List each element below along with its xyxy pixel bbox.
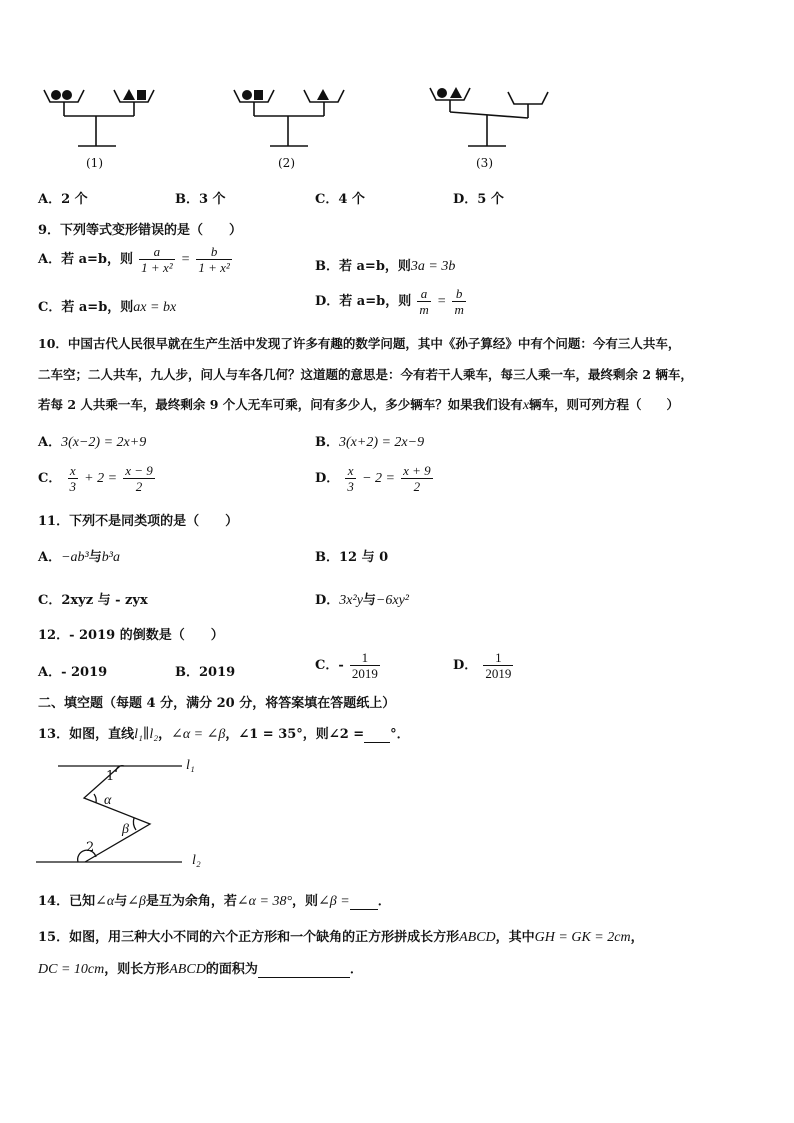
answer-blank[interactable] [364,727,390,743]
q12-option-a: A．- 2019 [38,665,108,680]
q10-line-2: 二车空；二人共车，九人步，问人与车各几何？这道题的意思是：今有若干人乘车，每三人乘一车，最终剩余 2 辆车， [38,367,693,382]
square-icon [254,90,263,100]
label-angle-2: 2 [86,840,95,855]
q11-option-a: A．−ab³与b³a [38,550,120,565]
fraction: $\frac{1}{2019}$ [485,650,512,681]
fraction: $\frac{x + 9}{2}$ [403,463,431,494]
answer-blank[interactable] [258,962,350,978]
fraction: $\frac{b}{\text{1 + x²}}$ [198,244,230,275]
q10-line-3: 若每 2 人共乘一车，最终剩余 9 个人无车可乘，问有多少人，多少辆车？如果我们设有x辆车，则可列方程（ ） [38,397,680,413]
label-l1: l₁ [186,758,195,773]
q9-option-d: D．若 a=b，则 $\frac{a}{m}$ = $\frac{b}{m}$ [315,286,464,317]
fraction: $\frac{x}{3}$ [347,463,354,494]
fraction: $\frac{a}{\text{1 + x²}}$ [141,244,173,275]
ball-icon [437,88,447,98]
triangle-icon [450,87,462,98]
q8-option-a: A．2 个 [38,192,88,207]
label-beta: β [122,822,129,837]
fraction: $\frac{b}{m}$ [454,286,464,317]
fraction: $\frac{x - 9}{2}$ [125,463,153,494]
triangle-icon [123,89,135,100]
q9-stem: 9．下列等式变形错误的是（ ） [38,223,243,238]
label-l2: l₂ [192,853,201,868]
ball-icon [51,90,61,100]
figure-caption-2: (2) [278,156,295,170]
q11-option-d: D．3x²y与−6xy² [315,593,409,608]
q11-option-c: C．2xyz 与 - zyx [38,593,148,608]
q11-option-b: B．12 与 0 [315,550,389,565]
answer-blank[interactable] [350,894,378,910]
ball-icon [62,90,72,100]
q9-option-c: C．若 a=b，则ax = bx [38,300,177,315]
fraction: $\frac{x}{3}$ [69,463,76,494]
figure-caption-1: (1) [86,156,103,170]
label-angle-1: 1 [106,769,115,784]
fraction: $\frac{1}{2019}$ [351,650,378,681]
q10-option-b: B．3(x+2) = 2x−9 [315,435,425,450]
square-icon [137,90,146,100]
balance-scale-3 [430,88,548,146]
q9-option-a: A．若 a=b，则 $\frac{a}{\text{1 + x²}}$ = $\frac{b}{\text{1 + x²}}$ [38,244,230,275]
q11-stem: 11．下列不是同类项的是（ ） [38,514,239,529]
q12-option-b: B．2019 [175,665,236,680]
q10-option-d: D． $\frac{x}{3}$ − 2 = $\frac{x + 9}{2}$ [315,463,431,494]
label-alpha: α [104,793,112,808]
q9-a-prefix: A．若 a=b，则 [38,252,134,267]
q10-option-a: A．3(x−2) = 2x+9 [38,435,147,450]
q13-stem: 13．如图，直线l₁∥l₂，∠α = ∠β，∠1 = 35°，则∠2 = °． [38,727,410,742]
q8-option-b: B．3 个 [175,192,226,207]
q15-line-2: DC = 10cm，则长方形ABCD的面积为 ． [38,962,363,977]
q12-option-c: C．- $\frac{1}{2019}$ [315,650,378,681]
section-heading: 二、填空题（每题 4 分，满分 20 分，将答案填在答题纸上） [38,696,396,711]
q10-line-1: 10．中国古代人民很早就在生产生活中发现了许多有趣的数学问题，其中《孙子算经》中有个问题：今有三人共车， [38,336,681,351]
ball-icon [242,90,252,100]
q8-option-d: D．5 个 [453,192,504,207]
q12-stem: 12．- 2019 的倒数是（ ） [38,628,224,643]
q9-option-b: B．若 a=b，则3a = 3b [315,259,456,274]
triangle-icon [317,89,329,100]
q14-stem: 14．已知∠α与∠β是互为余角，若∠α = 38°，则∠β = ． [38,894,391,909]
q12-option-d: D． $\frac{1}{2019}$ [453,650,512,681]
fraction: $\frac{a}{m}$ [419,286,429,317]
figure-caption-3: (3) [476,156,493,170]
q15-line-1: 15．如图，用三种大小不同的六个正方形和一个缺角的正方形拼成长方形ABCD，其中GH = GK = 2cm， [38,930,644,945]
q8-option-c: C．4 个 [315,192,365,207]
q10-option-c: C． $\frac{x}{3}$ + 2 = $\frac{x - 9}{2}$ [38,463,153,494]
